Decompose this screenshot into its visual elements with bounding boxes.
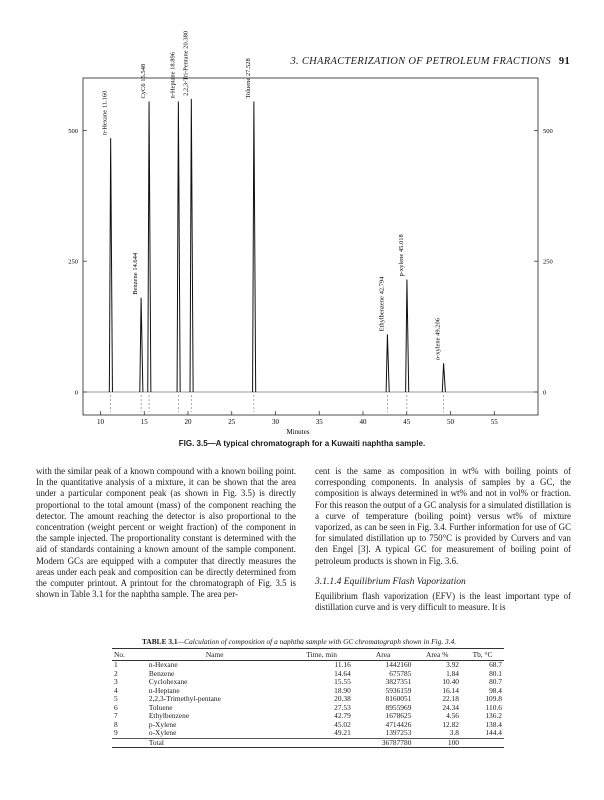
table-cell: o-Xylene <box>148 728 177 737</box>
y-tick-label-left: 0 <box>74 389 78 397</box>
table-cell: 1.84 <box>446 668 459 678</box>
peak-label: n-Hexane 11.160 <box>101 90 109 136</box>
table-cell: 5 <box>114 694 118 703</box>
y-tick-label-right: 250 <box>543 258 553 266</box>
right-paragraph: cent is the same as composition in wt% with boiling points of corresponding components. In analysis of samples by a GC, the composition is always determined in wt% and not in vol% or fraction. For this reason the output of a GC analysis for a simulated distillation is a curve of temperature (boiling point) versus wt% of mixture vaporized, as can be seen in Fig. 3.4. Further information for use of GC for simulated distillation up to 750°C is provided by Curvers and van den Engel [3]. A typical GC for measurement of boiling point of petroleum products is shown in Fig. 3.6. <box>315 466 571 566</box>
peak-label: Toluene 27.528 <box>244 58 252 99</box>
table-cell: 11.16 <box>334 660 351 669</box>
table-cell: 3.92 <box>446 660 459 669</box>
section-paragraph: Equilibrium flash vaporization (EFV) is the least important type of distillation curve and is very difficult to measure. It is <box>315 591 571 613</box>
table-cell: 20.38 <box>334 694 351 703</box>
table-cell: 27.53 <box>334 702 351 712</box>
peak-label: Ethylbenzene 42.794 <box>378 276 386 332</box>
table-cell: 22.18 <box>442 694 459 703</box>
table-cell <box>290 738 352 748</box>
table-cell: 2 <box>114 668 118 678</box>
table-cell: 4714426 <box>385 719 412 729</box>
x-tick-label: 40 <box>359 418 367 426</box>
chromatogram-peak <box>442 363 445 392</box>
table-cell: 45.02 <box>334 719 351 729</box>
table-cell: 12.82 <box>442 719 459 729</box>
table-cell: 5936159 <box>385 685 412 695</box>
table-cell: 7 <box>114 711 118 720</box>
table-header-cell: Area <box>353 649 414 661</box>
chromatogram-peak <box>177 102 180 392</box>
chromatogram-peak <box>109 138 112 392</box>
table-cell: 80.1 <box>489 668 502 678</box>
running-head-title: 3. CHARACTERIZATION OF PETROLEUM FRACTIONS <box>290 56 551 67</box>
table-header-cell: Tb, °C <box>461 649 504 661</box>
table-cell: 8 <box>114 719 118 729</box>
y-tick-label-right: 0 <box>543 389 547 397</box>
table-cell: 16.14 <box>442 685 459 695</box>
table-cell: 3 <box>114 677 118 686</box>
table-cell: 144.4 <box>485 728 502 737</box>
table-cell <box>461 738 504 748</box>
section-heading: 3.1.1.4 Equilibrium Flash Vaporization <box>315 575 466 587</box>
table-cell: 109.8 <box>485 694 502 703</box>
table-cell: 4 <box>114 685 118 695</box>
chromatogram-peak <box>140 298 143 392</box>
text-column-left <box>36 466 296 600</box>
table-header-cell: Area % <box>413 649 461 661</box>
table-cell: p-Xylene <box>148 719 177 729</box>
chromatogram-peak <box>406 279 409 392</box>
y-tick-label-right: 500 <box>543 127 553 135</box>
table-cell: 110.6 <box>485 702 502 712</box>
chromatogram-peak <box>190 99 193 392</box>
table-cell: 49.21 <box>334 728 351 737</box>
table-cell: 1678625 <box>385 711 412 720</box>
table-cell: 36787780 <box>353 738 414 748</box>
table-cell: 8955969 <box>385 702 412 712</box>
table-cell: Total <box>139 738 291 748</box>
table-header-cell: Time, min <box>290 649 352 661</box>
table-cell: n-Heptane <box>148 685 180 695</box>
table-header-row <box>112 649 504 661</box>
figure-caption: FIG. 3.5—A typical chromatograph for a Kuwaiti naphtha sample. <box>178 439 426 448</box>
x-tick-label: 30 <box>272 418 279 426</box>
table-cell: 2,2,3-Trimethyl-pentane <box>148 694 221 703</box>
table-cell: 1 <box>114 660 118 669</box>
x-tick-label: 20 <box>184 418 192 426</box>
table-cell: 1442160 <box>385 660 412 669</box>
y-tick-label-left: 500 <box>68 127 78 135</box>
table-cell: 675785 <box>389 668 412 678</box>
x-tick-label: 45 <box>403 418 411 426</box>
table-cell: 68.7 <box>489 660 502 669</box>
table-total-row <box>112 738 504 748</box>
peak-label: CyC6 15.548 <box>140 63 148 99</box>
table-cell: 8160051 <box>385 694 412 703</box>
table-cell: 24.34 <box>442 702 459 712</box>
x-tick-label: 50 <box>447 418 454 426</box>
table-cell: 136.2 <box>485 711 502 720</box>
y-tick-label-left: 250 <box>68 258 78 266</box>
table-cell: 3827351 <box>385 677 412 686</box>
x-axis-label: Minutes <box>286 428 310 436</box>
table-cell: 98.4 <box>489 685 502 695</box>
table-cell: 1397253 <box>385 728 412 737</box>
chromatogram-peak <box>148 102 151 392</box>
table-cell: 4.56 <box>446 711 459 720</box>
chromatogram-peak <box>386 334 389 392</box>
table-header-cell: Name <box>139 649 291 661</box>
text-column-right <box>315 466 571 613</box>
peak-label: p-xylene 45.018 <box>397 234 405 277</box>
table-cell: Toluene <box>148 702 173 712</box>
page-number: 91 <box>558 56 570 67</box>
peak-label: o-xylene 49.206 <box>434 317 442 361</box>
peak-label: 2,2,3-Tri-Pentane 20.380 <box>182 30 190 96</box>
plot-frame <box>83 78 538 415</box>
table-cell: Cyclohexane <box>148 677 188 686</box>
table-cell: 18.90 <box>334 685 351 695</box>
x-tick-label: 10 <box>97 418 104 426</box>
table-cell: 100 <box>413 738 461 748</box>
table-cell: 80.7 <box>489 677 502 686</box>
left-paragraph: with the similar peak of a known compound with a known boiling point. In the quantitative analysis of a mixture, it can be shown that the area under a particular component peak (as shown in Fig. 3.5) is directly proportional to the total amount (mass) of the component reaching the detector. The amount reaching the detector is also proportional to the concentration (weight percent or weight fraction) of the component in the sample injected. The proportionality constant is determined with the aid of standards containing a known amount of the sample component. Modern GCs are equipped with a computer that directly measures the areas under each peak and composition can be directly determined from the computer printout. A printout for the chromatograph of Fig. 3.5 is shown in Table 3.1 for the naphtha sample. The area per- <box>36 466 296 600</box>
composition-table <box>112 637 504 748</box>
x-tick-label: 35 <box>315 418 323 426</box>
table-cell: 15.55 <box>334 677 351 686</box>
peak-label: Benzene 14.644 <box>132 252 140 295</box>
table-cell: n-Hexane <box>148 660 178 669</box>
table-cell: 6 <box>114 702 118 712</box>
table-cell <box>112 738 139 748</box>
table-cell: Ethylbenzene <box>148 711 190 720</box>
x-tick-label: 55 <box>490 418 498 426</box>
table-cell: 138.4 <box>485 719 502 729</box>
x-tick-label: 15 <box>140 418 148 426</box>
table-cell: 10.40 <box>442 677 459 686</box>
table-row <box>112 729 504 738</box>
table-cell: Benzene <box>148 668 175 678</box>
table-cell: 42.79 <box>334 711 351 720</box>
table-cell: 9 <box>114 728 118 737</box>
table-header-cell: No. <box>112 649 139 661</box>
peak-label: n-Heptane 18.896 <box>169 51 177 99</box>
x-tick-label: 25 <box>228 418 236 426</box>
table-cell: 3.8 <box>449 728 459 737</box>
table-title: TABLE 3.1—Calculation of composition of a naphtha sample with GC chromatograph shown in Fig. 3.4. <box>142 637 457 646</box>
chromatogram-peak <box>253 102 256 392</box>
table-cell: 14.64 <box>334 668 351 678</box>
